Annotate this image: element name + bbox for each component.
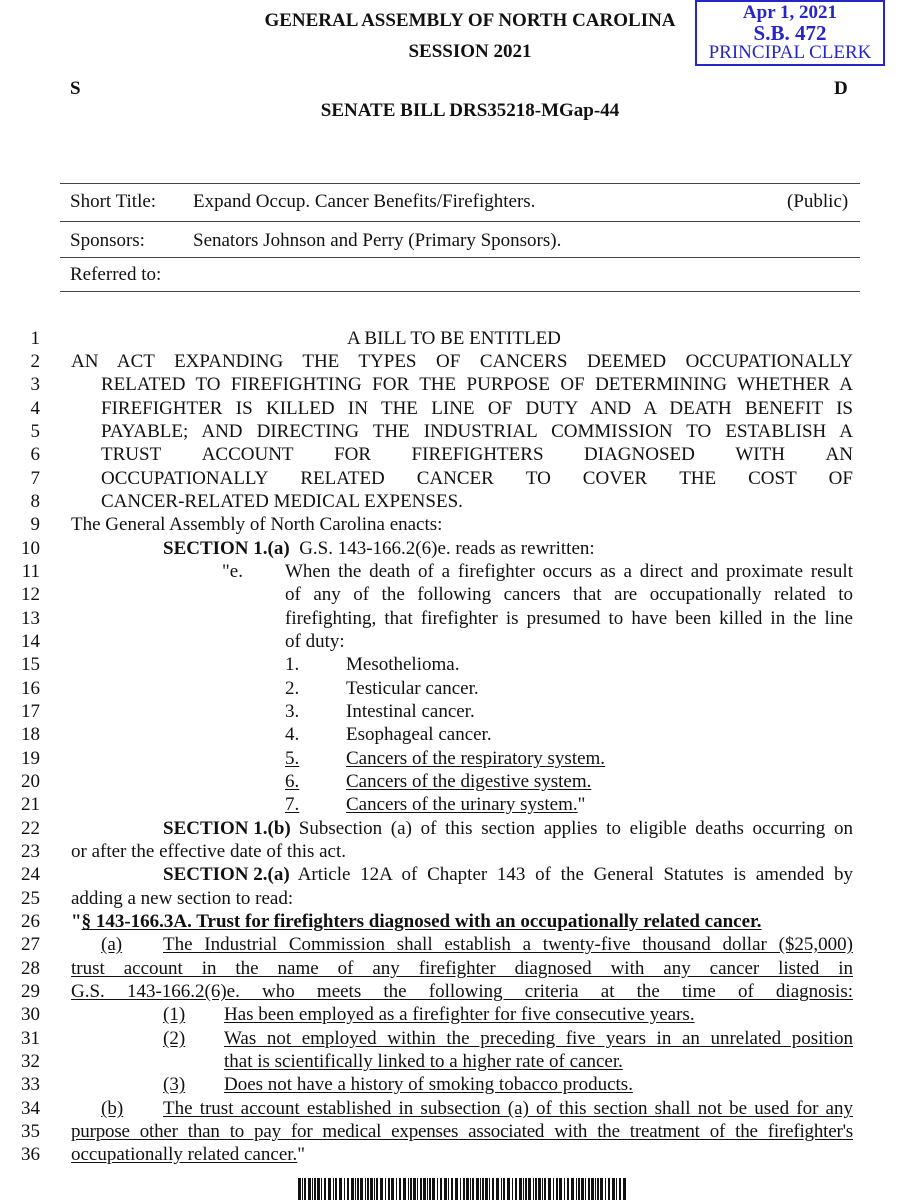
line-number: 17 bbox=[21, 701, 40, 722]
line-number: 36 bbox=[21, 1144, 40, 1165]
line-number: 6 bbox=[30, 444, 40, 465]
line-number: 25 bbox=[21, 888, 40, 909]
line-number: 27 bbox=[21, 934, 40, 955]
barcode-bar bbox=[489, 1178, 490, 1200]
bill-line bbox=[0, 910, 914, 933]
line-number: 20 bbox=[21, 771, 40, 792]
item-number: 6. bbox=[285, 771, 300, 792]
section-text: G.S. 143-166.2(6)e. reads as rewritten: bbox=[299, 538, 595, 559]
referred-label: Referred to: bbox=[70, 264, 162, 285]
barcode-bar bbox=[616, 1178, 617, 1200]
barcode-bar bbox=[482, 1178, 484, 1200]
barcode-bar bbox=[321, 1178, 322, 1200]
section-heading: SECTION 1.(b) bbox=[163, 818, 291, 839]
barcode-bar bbox=[466, 1178, 469, 1200]
barcode-bar bbox=[460, 1178, 461, 1200]
item-number: 7. bbox=[285, 794, 300, 815]
barcode-bar bbox=[595, 1178, 596, 1200]
barcode-bar bbox=[591, 1178, 594, 1200]
barcode-bar bbox=[304, 1178, 306, 1200]
barcode-bar bbox=[525, 1178, 527, 1200]
barcode-bar bbox=[519, 1178, 522, 1200]
section-text: adding a new section to read: bbox=[71, 888, 294, 909]
bill-id: SENATE BILL DRS35218-MGap-44 bbox=[320, 100, 620, 121]
subsection-mark: (b) bbox=[101, 1098, 124, 1119]
barcode bbox=[298, 1178, 628, 1200]
word: OCCUPATIONALLY bbox=[101, 468, 269, 489]
word: DIAGNOSED bbox=[584, 444, 695, 465]
item-text: Mesothelioma. bbox=[346, 654, 460, 675]
barcode-bar bbox=[512, 1178, 513, 1200]
barcode-bar bbox=[588, 1178, 590, 1200]
filing-stamp bbox=[695, 0, 885, 66]
subsection-mark: (a) bbox=[101, 934, 123, 955]
bill-line bbox=[0, 1120, 914, 1143]
stamp-bill-number: S.B. 472 bbox=[753, 21, 827, 45]
barcode-bar bbox=[608, 1178, 610, 1200]
bill-line bbox=[0, 887, 914, 910]
section-text: Subsection (a) of this section applies to eligible deaths occurring on bbox=[298, 818, 853, 839]
barcode-bar bbox=[451, 1178, 453, 1200]
new-section-text: purpose other than to pay for medical expenses associated with the treatment of the firefighter's bbox=[71, 1121, 853, 1142]
section-text: Article 12A of Chapter 143 of the General Statutes is amended by bbox=[297, 864, 853, 885]
line-number: 3 bbox=[30, 374, 40, 395]
new-section-text: The Industrial Commission shall establish a twenty-five thousand dollar ($25,000) bbox=[163, 934, 853, 955]
bill-line bbox=[0, 560, 914, 583]
barcode-bar bbox=[612, 1178, 615, 1200]
word: THE bbox=[679, 468, 717, 489]
bill-line bbox=[0, 607, 914, 630]
word: COST bbox=[748, 468, 797, 489]
word: COVER bbox=[582, 468, 648, 489]
barcode-bar bbox=[312, 1178, 313, 1200]
item-number: 4. bbox=[285, 724, 300, 745]
section-text: or after the effective date of this act. bbox=[71, 841, 347, 862]
criteria-number: (1) bbox=[163, 1004, 186, 1025]
barcode-bar bbox=[328, 1178, 331, 1200]
new-section-text: trust account in the name of any firefighter diagnosed with any cancer listed in bbox=[71, 958, 853, 979]
word: ACCOUNT bbox=[201, 444, 294, 465]
line-number: 1 bbox=[30, 328, 40, 349]
barcode-bar bbox=[503, 1178, 505, 1200]
barcode-bar bbox=[417, 1178, 418, 1200]
barcode-bar bbox=[585, 1178, 586, 1200]
bill-line bbox=[0, 467, 914, 490]
barcode-bar bbox=[324, 1178, 326, 1200]
barcode-bar bbox=[429, 1178, 431, 1200]
line-number: 11 bbox=[21, 561, 40, 582]
act-title-line: RELATED TO FIREFIGHTING FOR THE PURPOSE OF DETERMINING WHETHER A bbox=[101, 374, 853, 395]
criteria-text: Was not employed within the preceding five years in an unrelated position bbox=[224, 1028, 853, 1049]
bill-line bbox=[0, 443, 914, 466]
barcode-bar bbox=[480, 1178, 481, 1200]
statute-text: of duty: bbox=[285, 631, 345, 652]
line-number: 35 bbox=[21, 1121, 40, 1142]
bill-line bbox=[0, 817, 914, 840]
sponsors: Senators Johnson and Perry (Primary Sponsors). bbox=[193, 230, 562, 251]
subdivision-mark: "e. bbox=[222, 561, 243, 582]
word: AN bbox=[825, 444, 853, 465]
barcode-bar bbox=[357, 1178, 359, 1200]
new-section-heading: § 143-166.3A. Trust for firefighters diagnosed with an occupationally related cancer. bbox=[81, 911, 762, 932]
bill-line bbox=[0, 1027, 914, 1050]
word: TO bbox=[525, 468, 551, 489]
criteria-number: (3) bbox=[163, 1074, 186, 1095]
barcode-bar bbox=[472, 1178, 474, 1200]
barcode-bar bbox=[420, 1178, 422, 1200]
list-item bbox=[0, 770, 914, 793]
item-text: Testicular cancer. bbox=[346, 678, 479, 699]
barcode-bar bbox=[571, 1178, 574, 1200]
criteria-number: (2) bbox=[163, 1028, 186, 1049]
barcode-bar bbox=[376, 1178, 378, 1200]
line-number: 18 bbox=[21, 724, 40, 745]
item-number: 3. bbox=[285, 701, 300, 722]
statute-text: When the death of a firefighter occurs as a direct and proximate result bbox=[285, 561, 853, 582]
closing-quote: " bbox=[577, 794, 586, 815]
act-title-line bbox=[101, 443, 853, 466]
line-number: 29 bbox=[21, 981, 40, 1002]
enacting-clause: The General Assembly of North Carolina enacts: bbox=[71, 514, 443, 535]
barcode-bar bbox=[485, 1178, 488, 1200]
line-number: 12 bbox=[21, 584, 40, 605]
bill-heading: A BILL TO BE ENTITLED bbox=[347, 328, 561, 349]
new-section-text: G.S. 143-166.2(6)e. who meets the following criteria at the time of diagnosis: bbox=[71, 981, 853, 1002]
barcode-bar bbox=[335, 1178, 337, 1200]
barcode-bar bbox=[380, 1178, 383, 1200]
bill-line bbox=[0, 583, 914, 606]
barcode-bar bbox=[351, 1178, 354, 1200]
barcode-bar bbox=[538, 1178, 541, 1200]
public-tag: (Public) bbox=[787, 191, 849, 212]
item-text: Cancers of the urinary system. bbox=[346, 794, 578, 815]
barcode-bar bbox=[403, 1178, 406, 1200]
section-heading: SECTION 2.(a) bbox=[163, 864, 290, 885]
barcode-bar bbox=[528, 1178, 531, 1200]
barcode-bar bbox=[533, 1178, 534, 1200]
line-number: 28 bbox=[21, 958, 40, 979]
draft-letter: D bbox=[834, 78, 848, 99]
line-number: 14 bbox=[21, 631, 40, 652]
barcode-bar bbox=[302, 1178, 303, 1200]
bill-line bbox=[0, 420, 914, 443]
statute-text: firefighting, that firefighter is presumed to have been killed in the line bbox=[285, 608, 853, 629]
item-number: 5. bbox=[285, 748, 300, 769]
bill-line bbox=[0, 840, 914, 863]
act-title-line: AN ACT EXPANDING THE TYPES OF CANCERS DEEMED OCCUPATIONALLY bbox=[71, 351, 853, 372]
barcode-bar bbox=[367, 1178, 369, 1200]
barcode-bar bbox=[408, 1178, 409, 1200]
list-item bbox=[0, 723, 914, 746]
word: RELATED bbox=[300, 468, 385, 489]
barcode-bar bbox=[388, 1178, 390, 1200]
barcode-bar bbox=[314, 1178, 316, 1200]
barcode-bar bbox=[360, 1178, 363, 1200]
line-number: 34 bbox=[21, 1098, 40, 1119]
barcode-bar bbox=[365, 1178, 366, 1200]
line-number: 24 bbox=[21, 864, 40, 885]
line-number: 19 bbox=[21, 748, 40, 769]
bill-line bbox=[0, 490, 914, 513]
line-number: 26 bbox=[21, 911, 40, 932]
line-number: 5 bbox=[30, 421, 40, 442]
bill-line bbox=[0, 1097, 914, 1120]
barcode-bar bbox=[535, 1178, 537, 1200]
barcode-bar bbox=[374, 1178, 375, 1200]
bill-line bbox=[0, 373, 914, 396]
line-number: 10 bbox=[21, 538, 40, 559]
chamber-letter: S bbox=[70, 78, 81, 99]
line-number: 21 bbox=[21, 794, 40, 815]
bill-line bbox=[0, 397, 914, 420]
barcode-bar bbox=[619, 1178, 621, 1200]
meta-rule-bottom bbox=[60, 291, 860, 292]
short-title-label: Short Title: bbox=[70, 191, 157, 212]
item-number: 2. bbox=[285, 678, 300, 699]
barcode-bar bbox=[427, 1178, 428, 1200]
act-title-line: FIREFIGHTER IS KILLED IN THE LINE OF DUTY AND A DEATH BENEFIT IS bbox=[101, 398, 853, 419]
line-number: 23 bbox=[21, 841, 40, 862]
barcode-bar bbox=[413, 1178, 416, 1200]
criteria-text: Does not have a history of smoking tobacco products. bbox=[224, 1074, 633, 1095]
barcode-bar bbox=[440, 1178, 442, 1200]
word: OF bbox=[828, 468, 853, 489]
barcode-bar bbox=[432, 1178, 435, 1200]
barcode-bar bbox=[298, 1178, 301, 1200]
barcode-bar bbox=[564, 1178, 565, 1200]
barcode-bar bbox=[600, 1178, 603, 1200]
barcode-bar bbox=[567, 1178, 569, 1200]
word: FOR bbox=[334, 444, 372, 465]
item-number: 1. bbox=[285, 654, 300, 675]
stamp-clerk: PRINCIPAL CLERK bbox=[708, 42, 872, 63]
bill-line bbox=[0, 537, 914, 560]
item-text: Cancers of the digestive system. bbox=[346, 771, 592, 792]
bill-line bbox=[0, 630, 914, 653]
bill-line bbox=[0, 1050, 914, 1073]
barcode-bar bbox=[355, 1178, 356, 1200]
meta-rule-2 bbox=[60, 257, 860, 258]
barcode-bar bbox=[548, 1178, 551, 1200]
bill-line bbox=[0, 1073, 914, 1096]
item-text: Intestinal cancer. bbox=[346, 701, 475, 722]
section-heading: SECTION 1.(a) bbox=[163, 538, 290, 559]
new-section-text: occupationally related cancer. bbox=[71, 1144, 298, 1165]
barcode-bar bbox=[410, 1178, 412, 1200]
barcode-bar bbox=[515, 1178, 517, 1200]
barcode-bar bbox=[437, 1178, 438, 1200]
line-number: 22 bbox=[21, 818, 40, 839]
barcode-bar bbox=[399, 1178, 401, 1200]
short-title: Expand Occup. Cancer Benefits/Firefighters. bbox=[193, 191, 536, 212]
list-item bbox=[0, 653, 914, 676]
list-item bbox=[0, 747, 914, 770]
barcode-bar bbox=[507, 1178, 510, 1200]
line-number: 8 bbox=[30, 491, 40, 512]
meta-rule-top bbox=[60, 183, 860, 184]
barcode-bar bbox=[496, 1178, 499, 1200]
barcode-bar bbox=[385, 1178, 386, 1200]
bill-line bbox=[0, 327, 914, 350]
barcode-bar bbox=[448, 1178, 449, 1200]
list-item bbox=[0, 677, 914, 700]
barcode-bar bbox=[455, 1178, 458, 1200]
line-number: 15 bbox=[21, 654, 40, 675]
barcode-bar bbox=[317, 1178, 320, 1200]
bill-line bbox=[0, 513, 914, 536]
barcode-bar bbox=[347, 1178, 349, 1200]
opening-quote: " bbox=[71, 911, 82, 932]
statute-text: of any of the following cancers that are occupationally related to bbox=[285, 584, 853, 605]
line-number: 4 bbox=[30, 398, 40, 419]
act-title-line: PAYABLE; AND DIRECTING THE INDUSTRIAL COMMISSION TO ESTABLISH A bbox=[101, 421, 853, 442]
line-number: 7 bbox=[30, 468, 40, 489]
barcode-bar bbox=[339, 1178, 342, 1200]
barcode-bar bbox=[396, 1178, 397, 1200]
line-number: 16 bbox=[21, 678, 40, 699]
barcode-bar bbox=[576, 1178, 577, 1200]
line-number: 2 bbox=[30, 351, 40, 372]
barcode-bar bbox=[581, 1178, 584, 1200]
bill-line bbox=[0, 350, 914, 373]
word: WITH bbox=[735, 444, 785, 465]
barcode-bar bbox=[308, 1178, 311, 1200]
barcode-bar bbox=[444, 1178, 447, 1200]
line-number: 33 bbox=[21, 1074, 40, 1095]
barcode-bar bbox=[391, 1178, 394, 1200]
barcode-bar bbox=[542, 1178, 543, 1200]
barcode-bar bbox=[333, 1178, 334, 1200]
item-text: Cancers of the respiratory system. bbox=[346, 748, 606, 769]
barcode-bar bbox=[578, 1178, 580, 1200]
bill-line bbox=[0, 980, 914, 1003]
line-number: 32 bbox=[21, 1051, 40, 1072]
list-item bbox=[0, 793, 914, 816]
assembly-title: GENERAL ASSEMBLY OF NORTH CAROLINA bbox=[264, 10, 676, 31]
bill-line bbox=[0, 933, 914, 956]
barcode-bar bbox=[423, 1178, 426, 1200]
meta-rule-1 bbox=[60, 221, 860, 222]
barcode-bar bbox=[544, 1178, 546, 1200]
barcode-bar bbox=[559, 1178, 562, 1200]
session-title: SESSION 2021 bbox=[408, 41, 532, 62]
bill-line bbox=[0, 957, 914, 980]
closing-quote: " bbox=[297, 1144, 306, 1165]
word: TRUST bbox=[101, 444, 162, 465]
barcode-bar bbox=[470, 1178, 471, 1200]
act-title-line bbox=[101, 467, 853, 490]
barcode-bar bbox=[623, 1178, 626, 1200]
criteria-text: Has been employed as a firefighter for five consecutive years. bbox=[224, 1004, 695, 1025]
barcode-bar bbox=[605, 1178, 606, 1200]
list-item bbox=[0, 700, 914, 723]
line-number: 13 bbox=[21, 608, 40, 629]
barcode-bar bbox=[553, 1178, 554, 1200]
bill-line bbox=[0, 1003, 914, 1026]
word: FIREFIGHTERS bbox=[411, 444, 544, 465]
barcode-bar bbox=[523, 1178, 524, 1200]
criteria-text: that is scientifically linked to a higher rate of cancer. bbox=[224, 1051, 623, 1072]
bill-line bbox=[0, 863, 914, 886]
bill-line bbox=[0, 1143, 914, 1166]
line-number: 30 bbox=[21, 1004, 40, 1025]
barcode-bar bbox=[492, 1178, 494, 1200]
stamp-date: Apr 1, 2021 bbox=[742, 2, 838, 23]
barcode-bar bbox=[501, 1178, 502, 1200]
act-title-line: CANCER-RELATED MEDICAL EXPENSES. bbox=[101, 491, 463, 512]
barcode-bar bbox=[344, 1178, 345, 1200]
barcode-bar bbox=[556, 1178, 558, 1200]
line-number: 31 bbox=[21, 1028, 40, 1049]
line-number: 9 bbox=[30, 514, 40, 535]
barcode-bar bbox=[476, 1178, 479, 1200]
barcode-bar bbox=[463, 1178, 465, 1200]
sponsors-label: Sponsors: bbox=[70, 230, 145, 251]
word: CANCER bbox=[416, 468, 494, 489]
item-text: Esophageal cancer. bbox=[346, 724, 492, 745]
barcode-bar bbox=[370, 1178, 373, 1200]
barcode-bar bbox=[597, 1178, 599, 1200]
new-section-text: The trust account established in subsection (a) of this section shall not be used for any bbox=[163, 1098, 853, 1119]
